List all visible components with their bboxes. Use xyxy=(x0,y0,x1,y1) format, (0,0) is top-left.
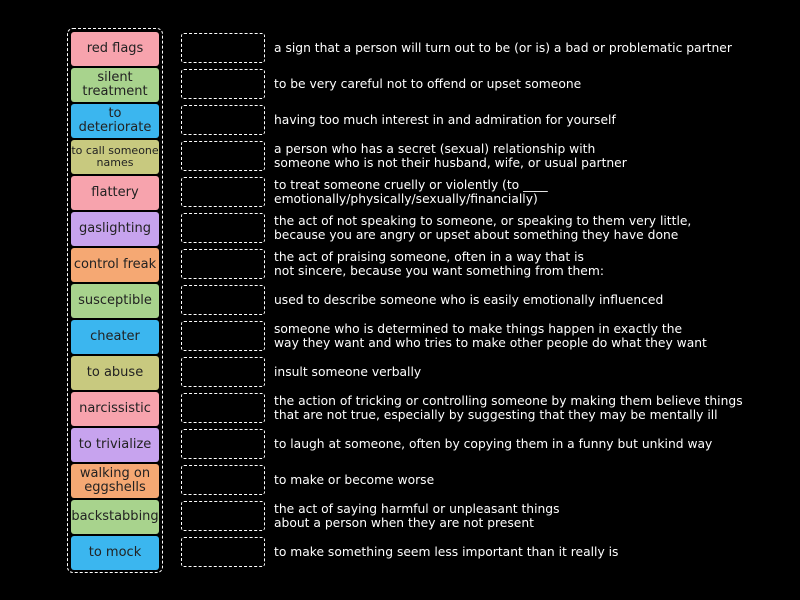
answer-slot[interactable] xyxy=(181,213,265,243)
word-tile[interactable]: red flags xyxy=(71,32,159,66)
definition-text: to be very careful not to offend or upset someone xyxy=(274,77,582,91)
word-tile[interactable]: to abuse xyxy=(71,356,159,390)
tile-column xyxy=(67,28,163,573)
answer-slot[interactable] xyxy=(181,33,265,63)
definition-text: to make something seem less important than it really is xyxy=(274,545,619,559)
answer-slot[interactable] xyxy=(181,429,265,459)
answer-slot[interactable] xyxy=(181,357,265,387)
definition-text: the action of tricking or controlling someone by making them believe things that are not true, especially by suggesting that they may be mentally ill xyxy=(274,394,743,422)
answer-slot[interactable] xyxy=(181,69,265,99)
answer-slot[interactable] xyxy=(181,249,265,279)
definition-text: a sign that a person will turn out to be (or is) a bad or problematic partner xyxy=(274,41,732,55)
answer-slot[interactable] xyxy=(181,321,265,351)
word-tile[interactable]: cheater xyxy=(71,320,159,354)
word-tile[interactable]: narcissistic xyxy=(71,392,159,426)
word-tile[interactable]: to deteriorate xyxy=(71,104,159,138)
word-tile[interactable]: walking on eggshells xyxy=(71,464,159,498)
definition-text: insult someone verbally xyxy=(274,365,422,379)
answer-slot[interactable] xyxy=(181,465,265,495)
word-tile[interactable]: flattery xyxy=(71,176,159,210)
word-tile[interactable]: silent treatment xyxy=(71,68,159,102)
answer-slot[interactable] xyxy=(181,141,265,171)
definition-text: to laugh at someone, often by copying them in a funny but unkind way xyxy=(274,437,713,451)
word-tile[interactable]: to trivialize xyxy=(71,428,159,462)
word-tile[interactable]: control freak xyxy=(71,248,159,282)
answer-slot[interactable] xyxy=(181,501,265,531)
word-tile[interactable]: gaslighting xyxy=(71,212,159,246)
word-tile[interactable]: to call someone names xyxy=(71,140,159,174)
answer-slot[interactable] xyxy=(181,177,265,207)
word-tile[interactable]: susceptible xyxy=(71,284,159,318)
answer-slot[interactable] xyxy=(181,285,265,315)
word-tile[interactable]: to mock xyxy=(71,536,159,570)
answer-slot[interactable] xyxy=(181,393,265,423)
definition-text: someone who is determined to make things happen in exactly the way they want and who tries to make other people do what they want xyxy=(274,322,707,350)
answer-slot[interactable] xyxy=(181,537,265,567)
definition-text: having too much interest in and admiration for yourself xyxy=(274,113,616,127)
definition-text: to treat someone cruelly or violently (to ____ emotionally/physically/sexually/financially) xyxy=(274,178,548,206)
definition-text: the act of saying harmful or unpleasant things about a person when they are not present xyxy=(274,502,560,530)
definition-text: to make or become worse xyxy=(274,473,435,487)
definition-text: a person who has a secret (sexual) relationship with someone who is not their husband, wife, or usual partner xyxy=(274,142,627,170)
definition-text: the act of not speaking to someone, or speaking to them very little, because you are angry or upset about something they have done xyxy=(274,214,692,242)
word-tile[interactable]: backstabbing xyxy=(71,500,159,534)
answer-slot[interactable] xyxy=(181,105,265,135)
definition-text: used to describe someone who is easily emotionally influenced xyxy=(274,293,664,307)
definition-text: the act of praising someone, often in a way that is not sincere, because you want something from them: xyxy=(274,250,604,278)
